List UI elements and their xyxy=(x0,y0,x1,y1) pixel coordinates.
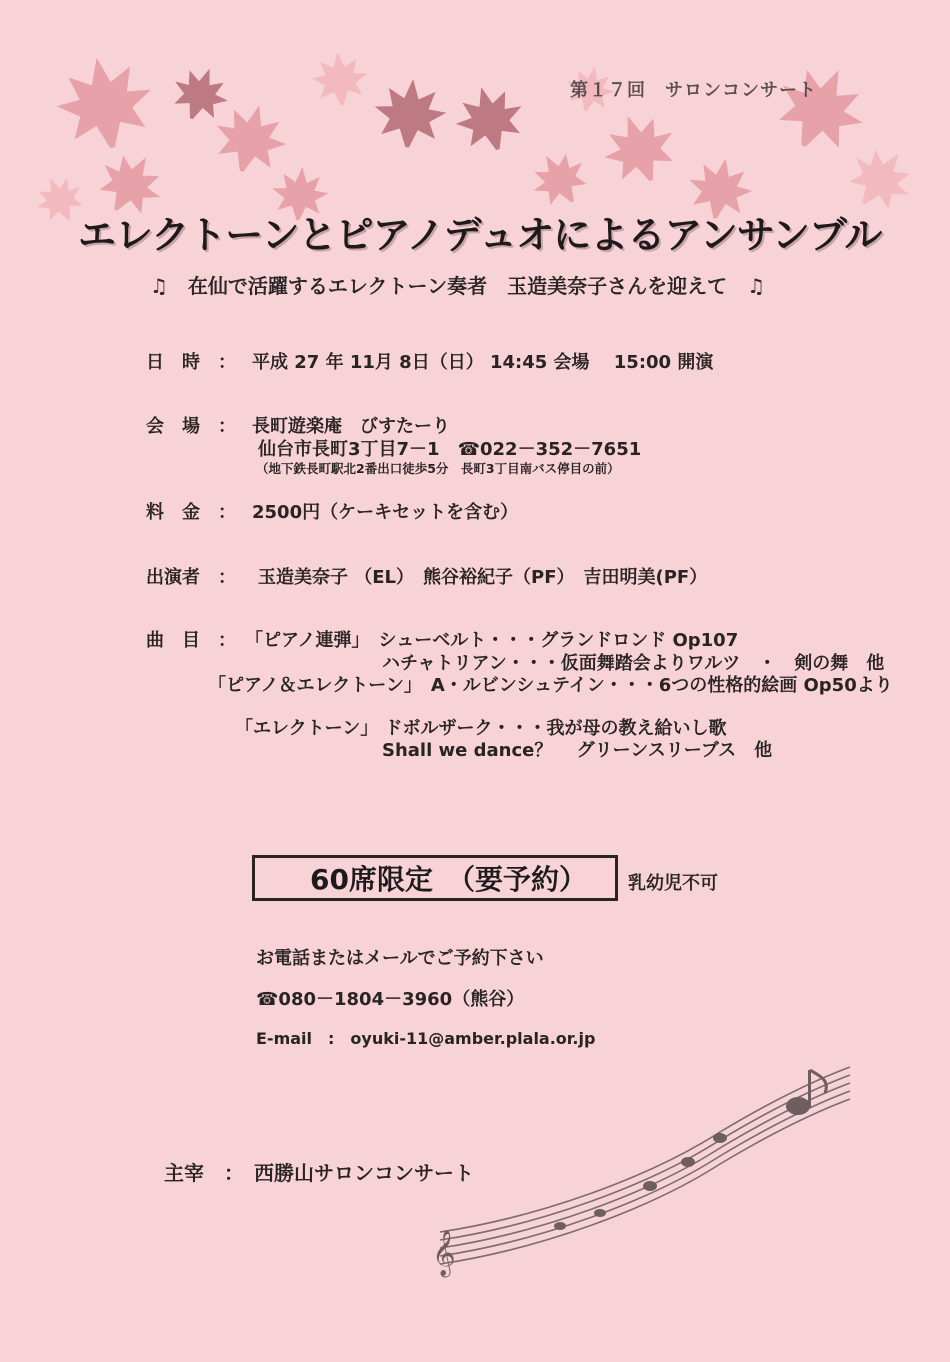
maple-leaf-icon xyxy=(310,50,370,108)
maple-leaf-icon xyxy=(594,104,685,193)
datetime-value: 平成 27 年 11月 8日（日） 14:45 会場 15:00 開演 xyxy=(252,352,714,373)
fee-value: 2500円（ケーキセットを含む） xyxy=(252,502,519,523)
subtitle: ♫ 在仙で活躍するエレクトーン奏者 玉造美奈子さんを迎えて ♫ xyxy=(150,274,766,298)
music-staff-icon xyxy=(420,1058,870,1282)
performers-label: 出演者 ： xyxy=(146,567,236,588)
program-line: 「エレクトーン」 ドボルザーク・・・我が母の教え給いし歌 xyxy=(235,718,727,739)
no-infants-note: 乳幼児不可 xyxy=(628,873,718,894)
venue-label: 会 場 ： xyxy=(146,416,236,437)
treble-clef-icon xyxy=(432,1230,456,1278)
venue-name: 長町遊楽庵 びすたーり xyxy=(252,416,450,437)
maple-leaf-icon xyxy=(448,78,530,158)
program-line: ハチャトリアン・・・仮面舞踏会よりワルツ ・ 剣の舞 他 xyxy=(382,653,885,674)
venue-access: （地下鉄長町駅北2番出口徒歩5分 長町3丁目南バス停目の前） xyxy=(256,461,620,476)
datetime-label: 日 時 ： xyxy=(146,352,236,373)
maple-leaf-icon xyxy=(207,96,294,181)
maple-leaf-icon xyxy=(763,52,878,165)
reservation-email[interactable]: E-mail : oyuki-11@amber.plala.or.jp xyxy=(256,1029,596,1048)
program-line: Shall we dance？ グリーンスリーブス 他 xyxy=(382,740,773,761)
reservation-phone[interactable]: ☎080－1804－3960（熊谷） xyxy=(256,989,525,1010)
reservation-instruction: お電話またはメールでご予約下さい xyxy=(256,948,544,969)
program-line: 「ピアノ連弾」 シューベルト・・・グランドロンド Op107 xyxy=(245,630,739,651)
maple-leaf-icon xyxy=(165,59,236,128)
svg-text:𝄞: 𝄞 xyxy=(432,1230,456,1276)
page-title: エレクトーンとピアノデュオによるアンサンブル xyxy=(78,213,882,257)
program-label: 曲 目 ： xyxy=(146,630,236,651)
maple-leaf-icon xyxy=(371,76,449,150)
organizer: 主宰 ： 西勝山サロンコンサート xyxy=(164,1161,474,1185)
seat-limit-text: 60席限定 （要予約） xyxy=(310,863,587,896)
fee-label: 料 金 ： xyxy=(146,502,236,523)
maple-leaf-icon xyxy=(49,49,159,155)
venue-address: 仙台市長町3丁目7－1 ☎022－352－7651 xyxy=(258,439,642,460)
program-line: 「ピアノ＆エレクトーン」 A・ルビンシュテイン・・・6つの性格的絵画 Op50より xyxy=(208,675,893,696)
concert-edition: 第１７回 サロンコンサート xyxy=(570,80,817,101)
performers-value: 玉造美奈子 （EL） 熊谷裕紀子（PF） 吉田明美(PF） xyxy=(258,567,708,588)
